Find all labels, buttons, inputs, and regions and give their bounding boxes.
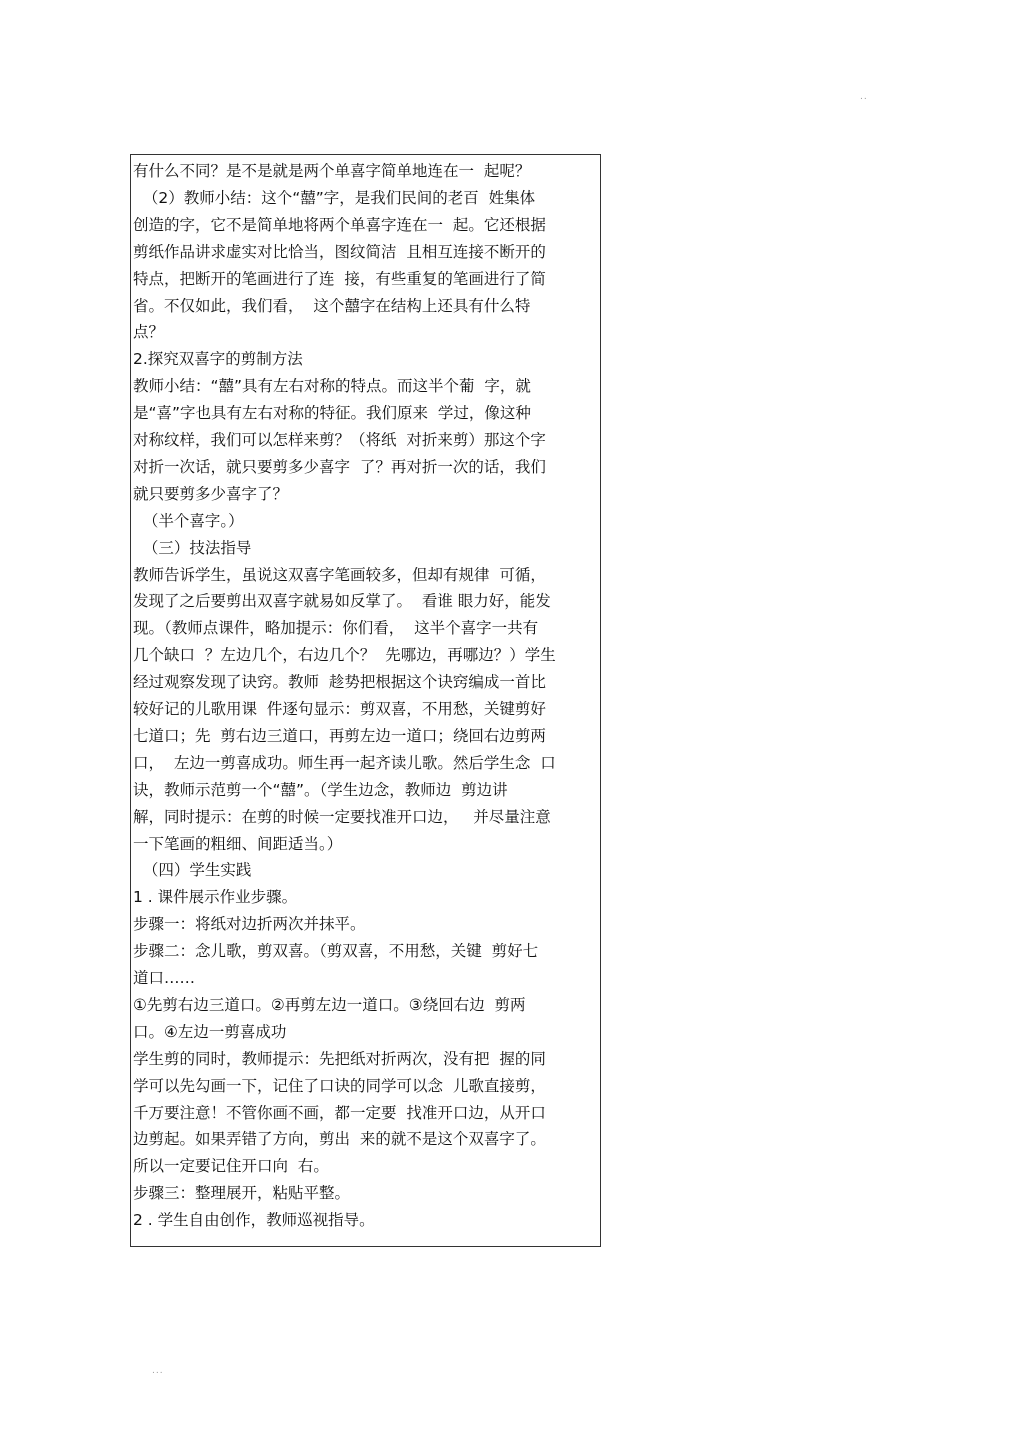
document-line: 解，同时提示：在剪的时候一定要找准开口边， 并尽量注意: [133, 807, 551, 826]
document-line: （2）教师小结：这个“囍”字，是我们民间的老百 姓集体: [133, 188, 536, 207]
document-line: 省。不仅如此，我们看， 这个囍字在结构上还具有什么特: [133, 296, 531, 315]
document-line: 七道口；先 剪右边三道口，再剪左边一道口；绕回右边剪两: [133, 726, 546, 745]
document-line: 学可以先勾画一下，记住了口诀的同学可以念 儿歌直接剪，: [133, 1076, 546, 1095]
document-line: 创造的字，它不是简单地将两个单喜字连在一 起。它还根据: [133, 215, 546, 234]
document-line: 诀，教师示范剪一个“囍”。（学生边念，教师边 剪边讲: [133, 780, 508, 799]
document-line: 口。④左边一剪喜成功: [133, 1022, 287, 1041]
document-line: 就只要剪多少喜字了？: [133, 484, 289, 503]
page-corner-mark-bottom: ...: [152, 1366, 164, 1376]
document-line: 对折一次话，就只要剪多少喜字 了？再对折一次的话，我们: [133, 457, 546, 476]
document-line: 一下笔画的粗细、间距适当。）: [133, 834, 343, 853]
document-line: 步骤三：整理展开，粘贴平整。: [133, 1184, 351, 1203]
document-line: 教师小结：“囍”具有左右对称的特点。而这半个葡 字，就: [133, 377, 531, 396]
document-line: 几个缺口 ？左边几个，右边几个？ 先哪边，再哪边？）学生: [133, 646, 556, 665]
document-line: （四）学生实践: [133, 861, 252, 880]
document-line: 是“喜”字也具有左右对称的特征。我们原来 学过，像这种: [133, 404, 531, 423]
document-line: 学生剪的同时，教师提示：先把纸对折两次，没有把 握的同: [133, 1049, 546, 1068]
document-line: 2 . 学生自由创作，教师巡视指导。: [133, 1211, 375, 1230]
document-line: 所以一定要记住开口向 右。: [133, 1157, 329, 1176]
document-line: 1 . 课件展示作业步骤。: [133, 888, 298, 907]
document-line: （三）技法指导: [133, 538, 252, 557]
document-line: 教师告诉学生，虽说这双喜字笔画较多，但却有规律 可循，: [133, 565, 546, 584]
document-line: ①先剪右边三道口。②再剪左边一道口。③绕回右边 剪两: [133, 995, 526, 1014]
document-line: 对称纹样，我们可以怎样来剪？（将纸 对折来剪）那这个字: [133, 431, 546, 449]
document-line: 现。（教师点课件，略加提示：你们看， 这半个喜字一共有: [133, 619, 539, 638]
document-line: 点？: [133, 323, 165, 342]
document-line: 边剪起。如果弄错了方向，剪出 来的就不是这个双喜字了。: [133, 1130, 546, 1149]
document-line: 千万要注意！不管你画不画，都一定要 找准开口边，从开口: [133, 1103, 546, 1122]
page-corner-mark-top: ..: [860, 92, 868, 102]
document-line: 发现了之后要剪出双喜字就易如反掌了。 看谁 眼力好，能发: [133, 592, 551, 611]
document-line: 步骤一：将纸对边折两次并抹平。: [133, 915, 366, 934]
document-line: 步骤二：念儿歌，剪双喜。（剪双喜，不用愁，关键 剪好七: [133, 942, 539, 961]
document-line: 道口……: [133, 969, 196, 987]
document-line: 经过观察发现了诀窍。教师 趁势把根据这个诀窍编成一首比: [133, 673, 546, 692]
document-line: 有什么不同？是不是就是两个单喜字简单地连在一 起呢？: [133, 162, 531, 180]
document-line: 特点，把断开的笔画进行了连 接，有些重复的笔画进行了简: [133, 269, 546, 288]
document-line: （半个喜字。）: [133, 511, 244, 530]
document-line: 口， 左边一剪喜成功。师生再一起齐读儿歌。然后学生念 口: [133, 753, 556, 772]
document-line: 较好记的儿歌用课 件逐句显示：剪双喜，不用愁，关键剪好: [133, 700, 546, 718]
document-line: 2.探究双喜字的剪制方法: [133, 350, 303, 369]
document-text-box: [130, 154, 601, 1247]
document-line: 剪纸作品讲求虚实对比恰当，图纹简洁 且相互连接不断开的: [133, 242, 546, 261]
